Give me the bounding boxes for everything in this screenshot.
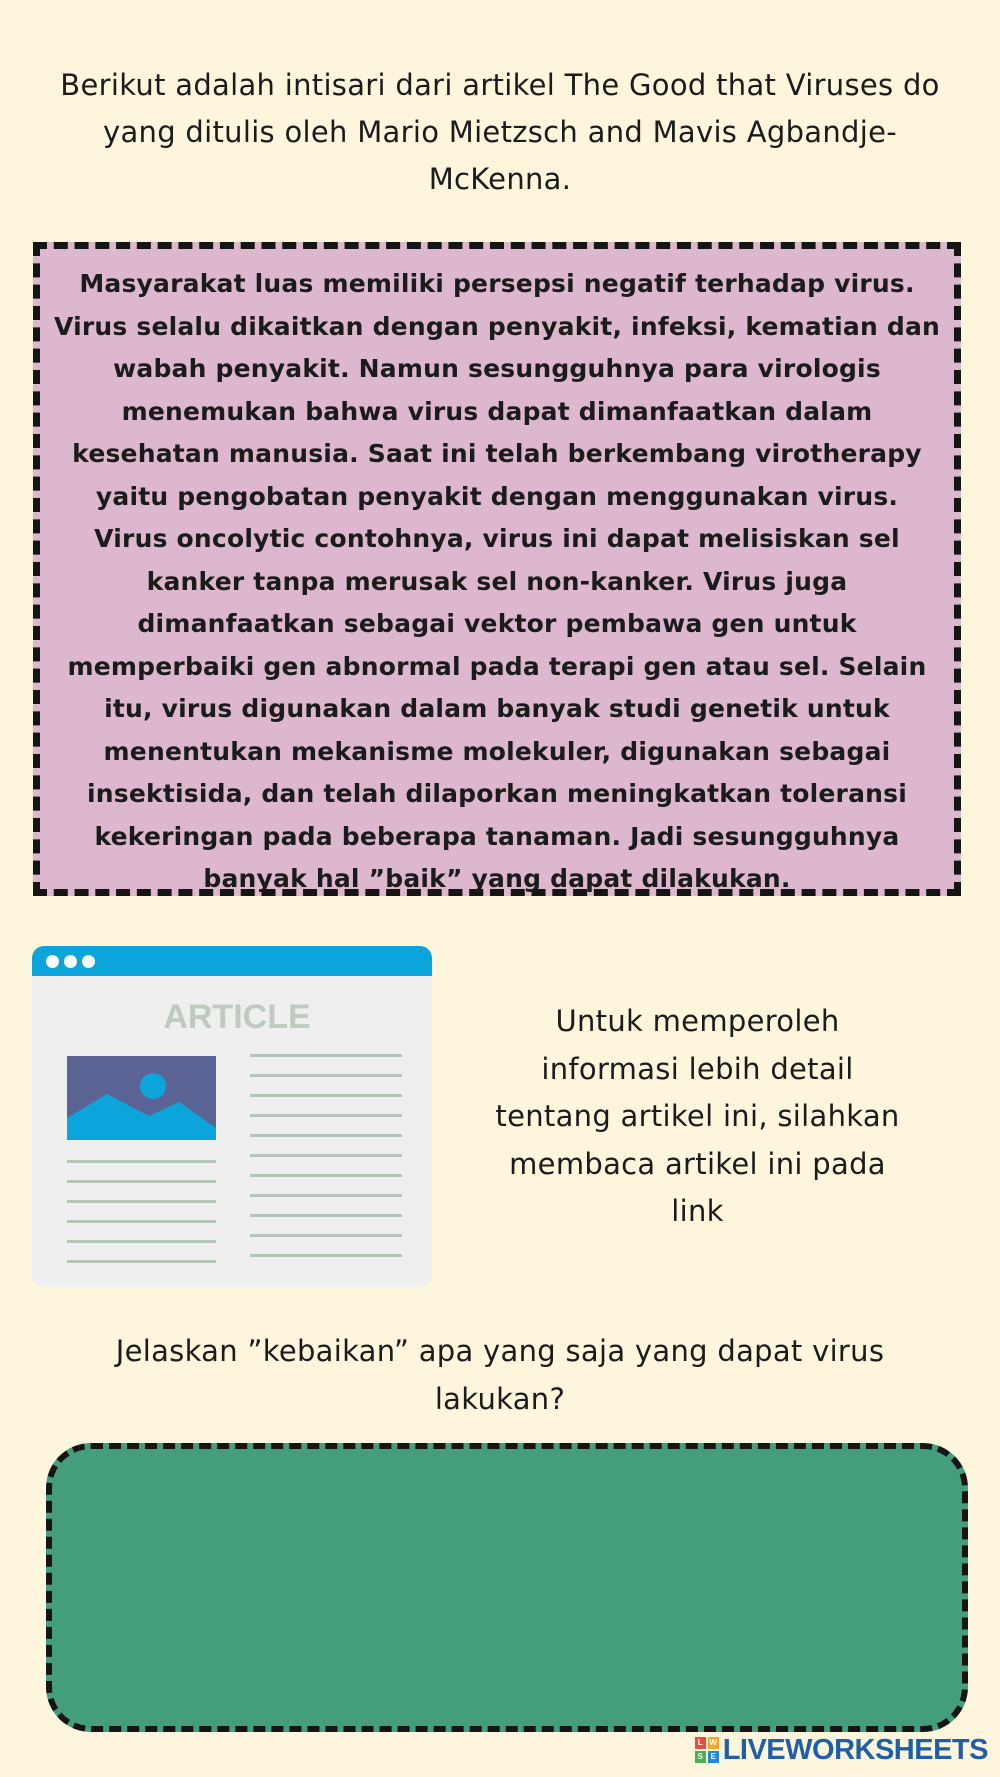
summary-line: kanker tanpa merusak sel non-kanker. Virus juga	[146, 566, 848, 596]
liveworksheets-logo[interactable]	[695, 1735, 988, 1765]
summary-line: itu, virus digunakan dalam banyak studi genetik untuk	[104, 694, 890, 723]
text-line	[67, 1180, 216, 1183]
window-dot-icon	[64, 955, 77, 968]
liveworksheets-logo-icon: L W S E	[695, 1737, 719, 1763]
summary-line: memperbaiki gen abnormal pada terapi gen atau sel. Selain	[67, 651, 927, 681]
text-line	[67, 1200, 216, 1203]
question-line: lakukan?	[434, 1381, 566, 1416]
brand-name: LIVEWORKSHEETS	[722, 1733, 988, 1766]
summary-line: wabah penyakit. Namun sesungguhnya para virologis	[113, 354, 881, 383]
intro-line: yang ditulis oleh Mario Mietzsch and Mavis Agbandje-	[102, 115, 898, 149]
text-line	[250, 1134, 402, 1137]
text-line	[67, 1260, 216, 1263]
text-line	[67, 1220, 216, 1223]
summary-line: Masyarakat luas memiliki persepsi negatif terhadap virus.	[79, 269, 915, 298]
summary-line: Virus selalu dikaitkan dengan penyakit, infeksi, kematian dan	[53, 311, 941, 341]
text-line	[250, 1054, 402, 1057]
text-line	[250, 1154, 402, 1157]
text-line	[67, 1240, 216, 1243]
text-line	[250, 1174, 402, 1177]
article-illustration	[32, 946, 432, 1287]
summary-line: menentukan mekanisme molekuler, digunakan sebagai	[103, 736, 891, 766]
browser-bar	[32, 946, 432, 976]
window-dot-icon	[46, 955, 59, 968]
article-link[interactable]: link	[671, 1194, 724, 1228]
intro-line: Berikut adalah intisari dari artikel The Good that Viruses do	[60, 68, 940, 102]
summary-line: banyak hal ”baik” yang dapat dilakukan.	[203, 864, 791, 893]
image-placeholder-icon	[67, 1056, 216, 1140]
text-line	[250, 1234, 402, 1237]
text-line	[250, 1074, 402, 1077]
summary-line: kesehatan manusia. Saat ini telah berkembang virotherapy	[72, 439, 922, 468]
link-info-text	[465, 998, 930, 1236]
link-info-line: membaca artikel ini pada	[509, 1146, 886, 1181]
question-text	[0, 1328, 1000, 1423]
link-info-line: informasi lebih detail	[541, 1051, 854, 1086]
summary-box	[33, 242, 961, 896]
text-line	[250, 1114, 402, 1117]
link-info-line: Untuk memperoleh	[555, 1004, 840, 1038]
text-line	[250, 1094, 402, 1097]
text-line	[250, 1194, 402, 1197]
summary-line: insektisida, dan telah dilaporkan meningkatkan toleransi	[87, 779, 907, 808]
intro-line: McKenna.	[428, 162, 572, 196]
summary-line: yaitu pengobatan penyakit dengan menggunakan virus.	[95, 481, 899, 511]
answer-input[interactable]	[46, 1443, 968, 1732]
intro-text	[0, 62, 1000, 203]
text-line	[250, 1214, 402, 1217]
link-info-line: tentang artikel ini, silahkan	[495, 1099, 900, 1133]
summary-line: kekeringan pada beberapa tanaman. Jadi sesungguhnya	[94, 821, 900, 851]
summary-line: Virus oncolytic contohnya, virus ini dapat melisiskan sel	[94, 524, 900, 553]
text-line	[67, 1160, 216, 1163]
summary-line: dimanfaatkan sebagai vektor pembawa gen untuk	[137, 609, 857, 638]
text-line	[250, 1254, 402, 1257]
summary-line: menemukan bahwa virus dapat dimanfaatkan dalam	[121, 396, 873, 426]
window-dot-icon	[82, 955, 95, 968]
question-line: Jelaskan ”kebaikan” apa yang saja yang dapat virus	[115, 1334, 885, 1368]
article-title: ARTICLE	[163, 998, 311, 1036]
